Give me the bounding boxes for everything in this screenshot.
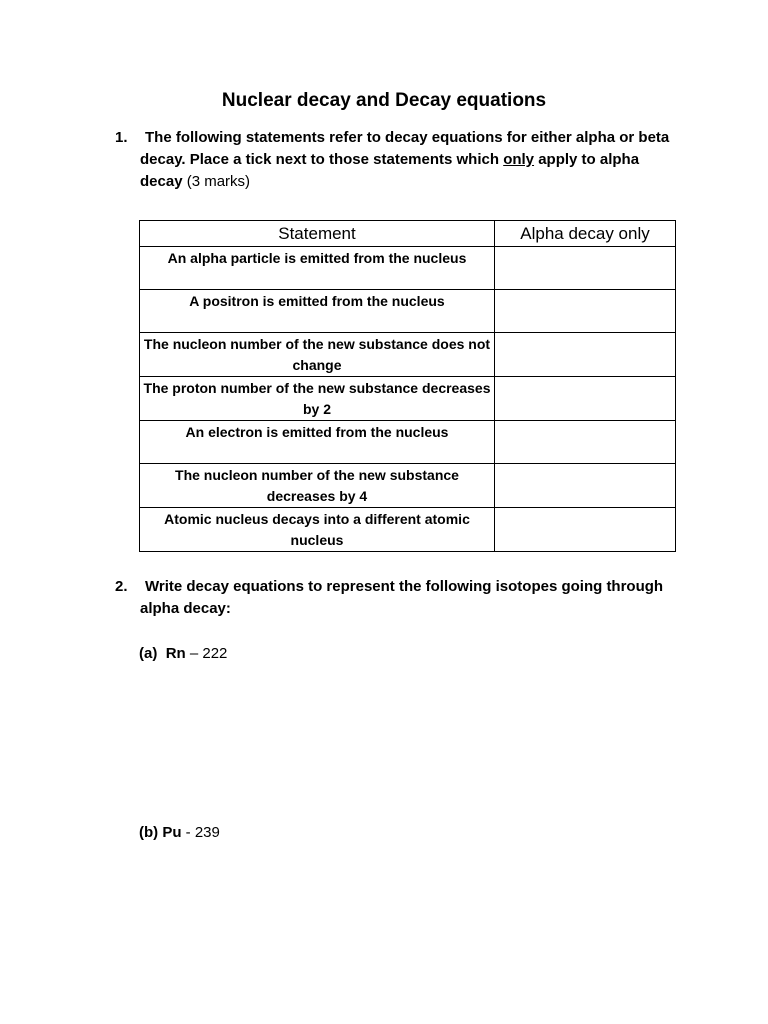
table-header-row xyxy=(140,221,676,247)
table-row xyxy=(140,508,676,552)
table-row xyxy=(140,377,676,421)
statement-cell: An alpha particle is emitted from the nucleus xyxy=(140,247,495,290)
tick-cell[interactable] xyxy=(495,247,676,290)
isotope-symbol: Rn xyxy=(165,645,186,662)
question-text xyxy=(140,127,675,193)
table-row xyxy=(140,421,676,464)
column-header-alpha-decay-only: Alpha decay only xyxy=(495,221,676,247)
isotope-symbol: Pu xyxy=(162,824,182,841)
tick-cell[interactable] xyxy=(495,464,676,508)
decay-statement-table xyxy=(139,220,676,552)
tick-cell[interactable] xyxy=(495,377,676,421)
statement-cell: The nucleon number of the new substance decreases by 4 xyxy=(140,464,495,508)
question-number: 2. xyxy=(115,578,128,595)
sub-question-b xyxy=(139,824,220,841)
isotope-separator: - xyxy=(181,824,195,841)
question-text: Write decay equations to represent the following isotopes going through alpha decay: xyxy=(140,578,664,617)
table-row xyxy=(140,464,676,508)
tick-cell[interactable] xyxy=(495,508,676,552)
question-emphasis: only xyxy=(503,151,535,168)
table-row xyxy=(140,290,676,333)
statement-cell: A positron is emitted from the nucleus xyxy=(140,290,495,333)
isotope-separator: – xyxy=(185,645,203,662)
question-text-main: The following statements refer to decay equations for either alpha or beta decay. Place a tick next to those statements which xyxy=(140,129,670,168)
question-text-after: apply to alpha decay xyxy=(140,151,640,190)
tick-cell[interactable] xyxy=(495,290,676,333)
sub-question-a xyxy=(139,645,227,662)
answer-area-a[interactable] xyxy=(139,672,675,812)
table-row xyxy=(140,333,676,377)
sub-question-label: (a) xyxy=(139,645,158,662)
statement-cell: The proton number of the new substance decreases by 2 xyxy=(140,377,495,421)
tick-cell[interactable] xyxy=(495,421,676,464)
statement-cell: An electron is emitted from the nucleus xyxy=(140,421,495,464)
answer-area-b[interactable] xyxy=(139,851,675,1001)
tick-cell[interactable] xyxy=(495,333,676,377)
sub-question-label: (b) xyxy=(139,824,159,841)
isotope-mass-number: 239 xyxy=(194,824,220,841)
statement-cell: Atomic nucleus decays into a different atomic nucleus xyxy=(140,508,495,552)
question-marks: (3 marks) xyxy=(186,173,251,190)
page-title: Nuclear decay and Decay equations xyxy=(221,90,547,111)
column-header-statement: Statement xyxy=(140,221,495,247)
table-row xyxy=(140,247,676,290)
isotope-mass-number: 222 xyxy=(202,645,228,662)
statement-cell: The nucleon number of the new substance does not change xyxy=(140,333,495,377)
question-number: 1. xyxy=(115,129,128,146)
